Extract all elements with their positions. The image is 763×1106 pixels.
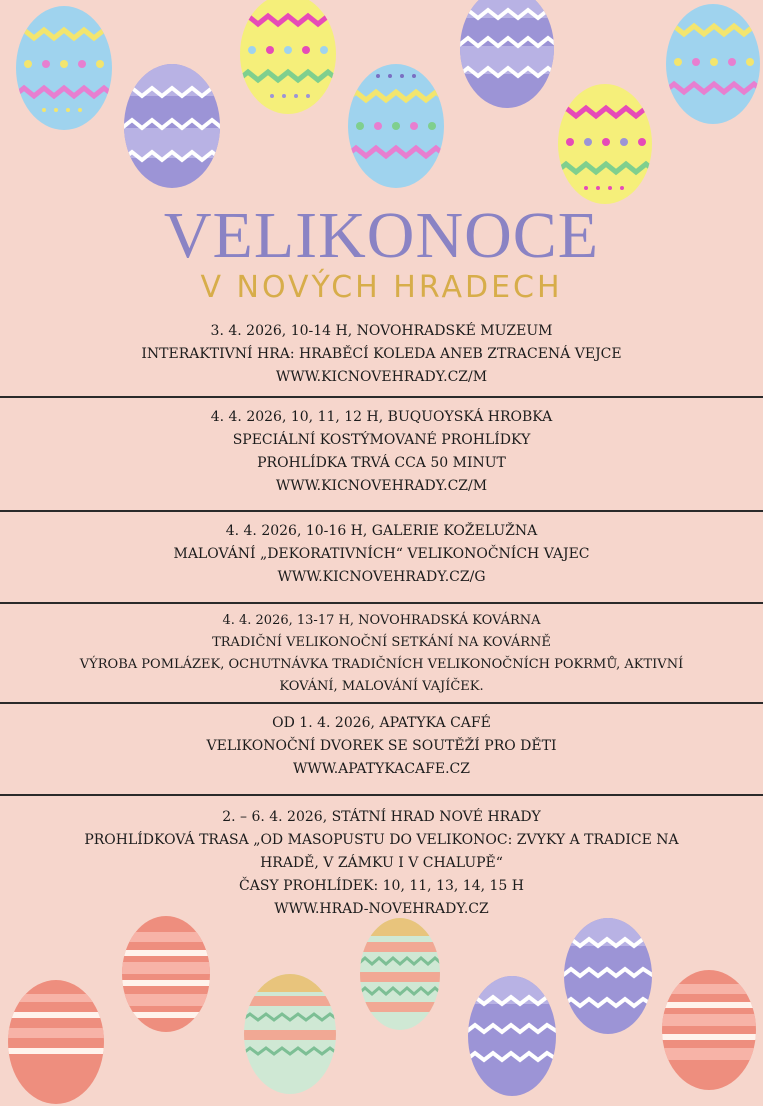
event-line: 4. 4. 2026, 10, 11, 12 H, BUQUOYSKÁ HROBKA [210, 409, 553, 425]
event-line: TRADIČNÍ VELIKONOČNÍ SETKÁNÍ NA KOVÁRNĚ [212, 635, 551, 650]
event-list [0, 318, 763, 923]
event-line: 2. – 6. 4. 2026, STÁTNÍ HRAD NOVÉ HRADY [222, 809, 541, 825]
easter-egg-icon [664, 0, 762, 126]
event-item [0, 796, 763, 923]
easter-egg-icon [358, 914, 442, 1032]
event-line: PROHLÍDKA TRVÁ CCA 50 MINUT [257, 455, 506, 471]
easter-egg-icon [238, 0, 338, 116]
event-link[interactable]: WWW.KICNOVEHRADY.CZ/G [277, 569, 486, 585]
event-link[interactable]: WWW.APATYKACAFE.CZ [293, 761, 470, 777]
event-line: KOVÁNÍ, MALOVÁNÍ VAJÍČEK. [279, 679, 484, 694]
event-item [0, 704, 763, 794]
event-line: ČASY PROHLÍDEK: 10, 11, 13, 14, 15 H [239, 878, 524, 894]
event-item [0, 398, 763, 510]
page-title: VELIKONOCE [163, 199, 600, 272]
event-link[interactable]: WWW.HRAD-NOVEHRADY.CZ [274, 901, 489, 917]
easter-egg-icon [14, 0, 114, 130]
event-item [0, 318, 763, 396]
event-line: VELIKONOČNÍ DVOREK SE SOUTĚŽÍ PRO DĚTI [206, 738, 557, 754]
easter-egg-icon [6, 976, 106, 1106]
easter-egg-icon [562, 914, 654, 1036]
easter-egg-icon [466, 972, 558, 1096]
easter-egg-icon [458, 0, 556, 110]
event-line: 4. 4. 2026, 13-17 H, NOVOHRADSKÁ KOVÁRNA [222, 613, 541, 628]
event-line: SPECIÁLNÍ KOSTÝMOVANÉ PROHLÍDKY [232, 432, 531, 448]
event-item [0, 512, 763, 602]
event-line: 4. 4. 2026, 10-16 H, GALERIE KOŽELUŽNA [225, 523, 538, 539]
page-subtitle: V NOVÝCH HRADECH [200, 270, 563, 305]
event-line: MALOVÁNÍ „DEKORATIVNÍCH“ VELIKONOČNÍCH VAJEC [173, 546, 590, 562]
event-line: PROHLÍDKOVÁ TRASA „OD MASOPUSTU DO VELIKONOC: ZVYKY A TRADICE NA [84, 832, 679, 848]
event-line: HRADĚ, V ZÁMKU I V CHALUPĚ“ [260, 855, 503, 871]
event-link[interactable]: WWW.KICNOVEHRADY.CZ/M [275, 369, 488, 385]
easter-egg-icon [122, 56, 222, 188]
event-item [0, 604, 763, 702]
event-line: OD 1. 4. 2026, APATYKA CAFÉ [272, 715, 491, 731]
easter-egg-icon [346, 56, 446, 188]
event-link[interactable]: WWW.KICNOVEHRADY.CZ/M [275, 478, 488, 494]
event-line: INTERAKTIVNÍ HRA: HRABĚCÍ KOLEDA ANEB ZTRACENÁ VEJCE [141, 346, 622, 362]
event-line: VÝROBA POMLÁZEK, OCHUTNÁVKA TRADIČNÍCH VELIKONOČNÍCH POKRMŮ, AKTIVNÍ [79, 657, 684, 672]
easter-egg-icon [242, 970, 338, 1094]
easter-egg-icon [120, 914, 212, 1034]
easter-egg-icon [556, 76, 654, 206]
easter-egg-icon [660, 964, 758, 1090]
event-line: 3. 4. 2026, 10-14 H, NOVOHRADSKÉ MUZEUM [210, 323, 553, 339]
